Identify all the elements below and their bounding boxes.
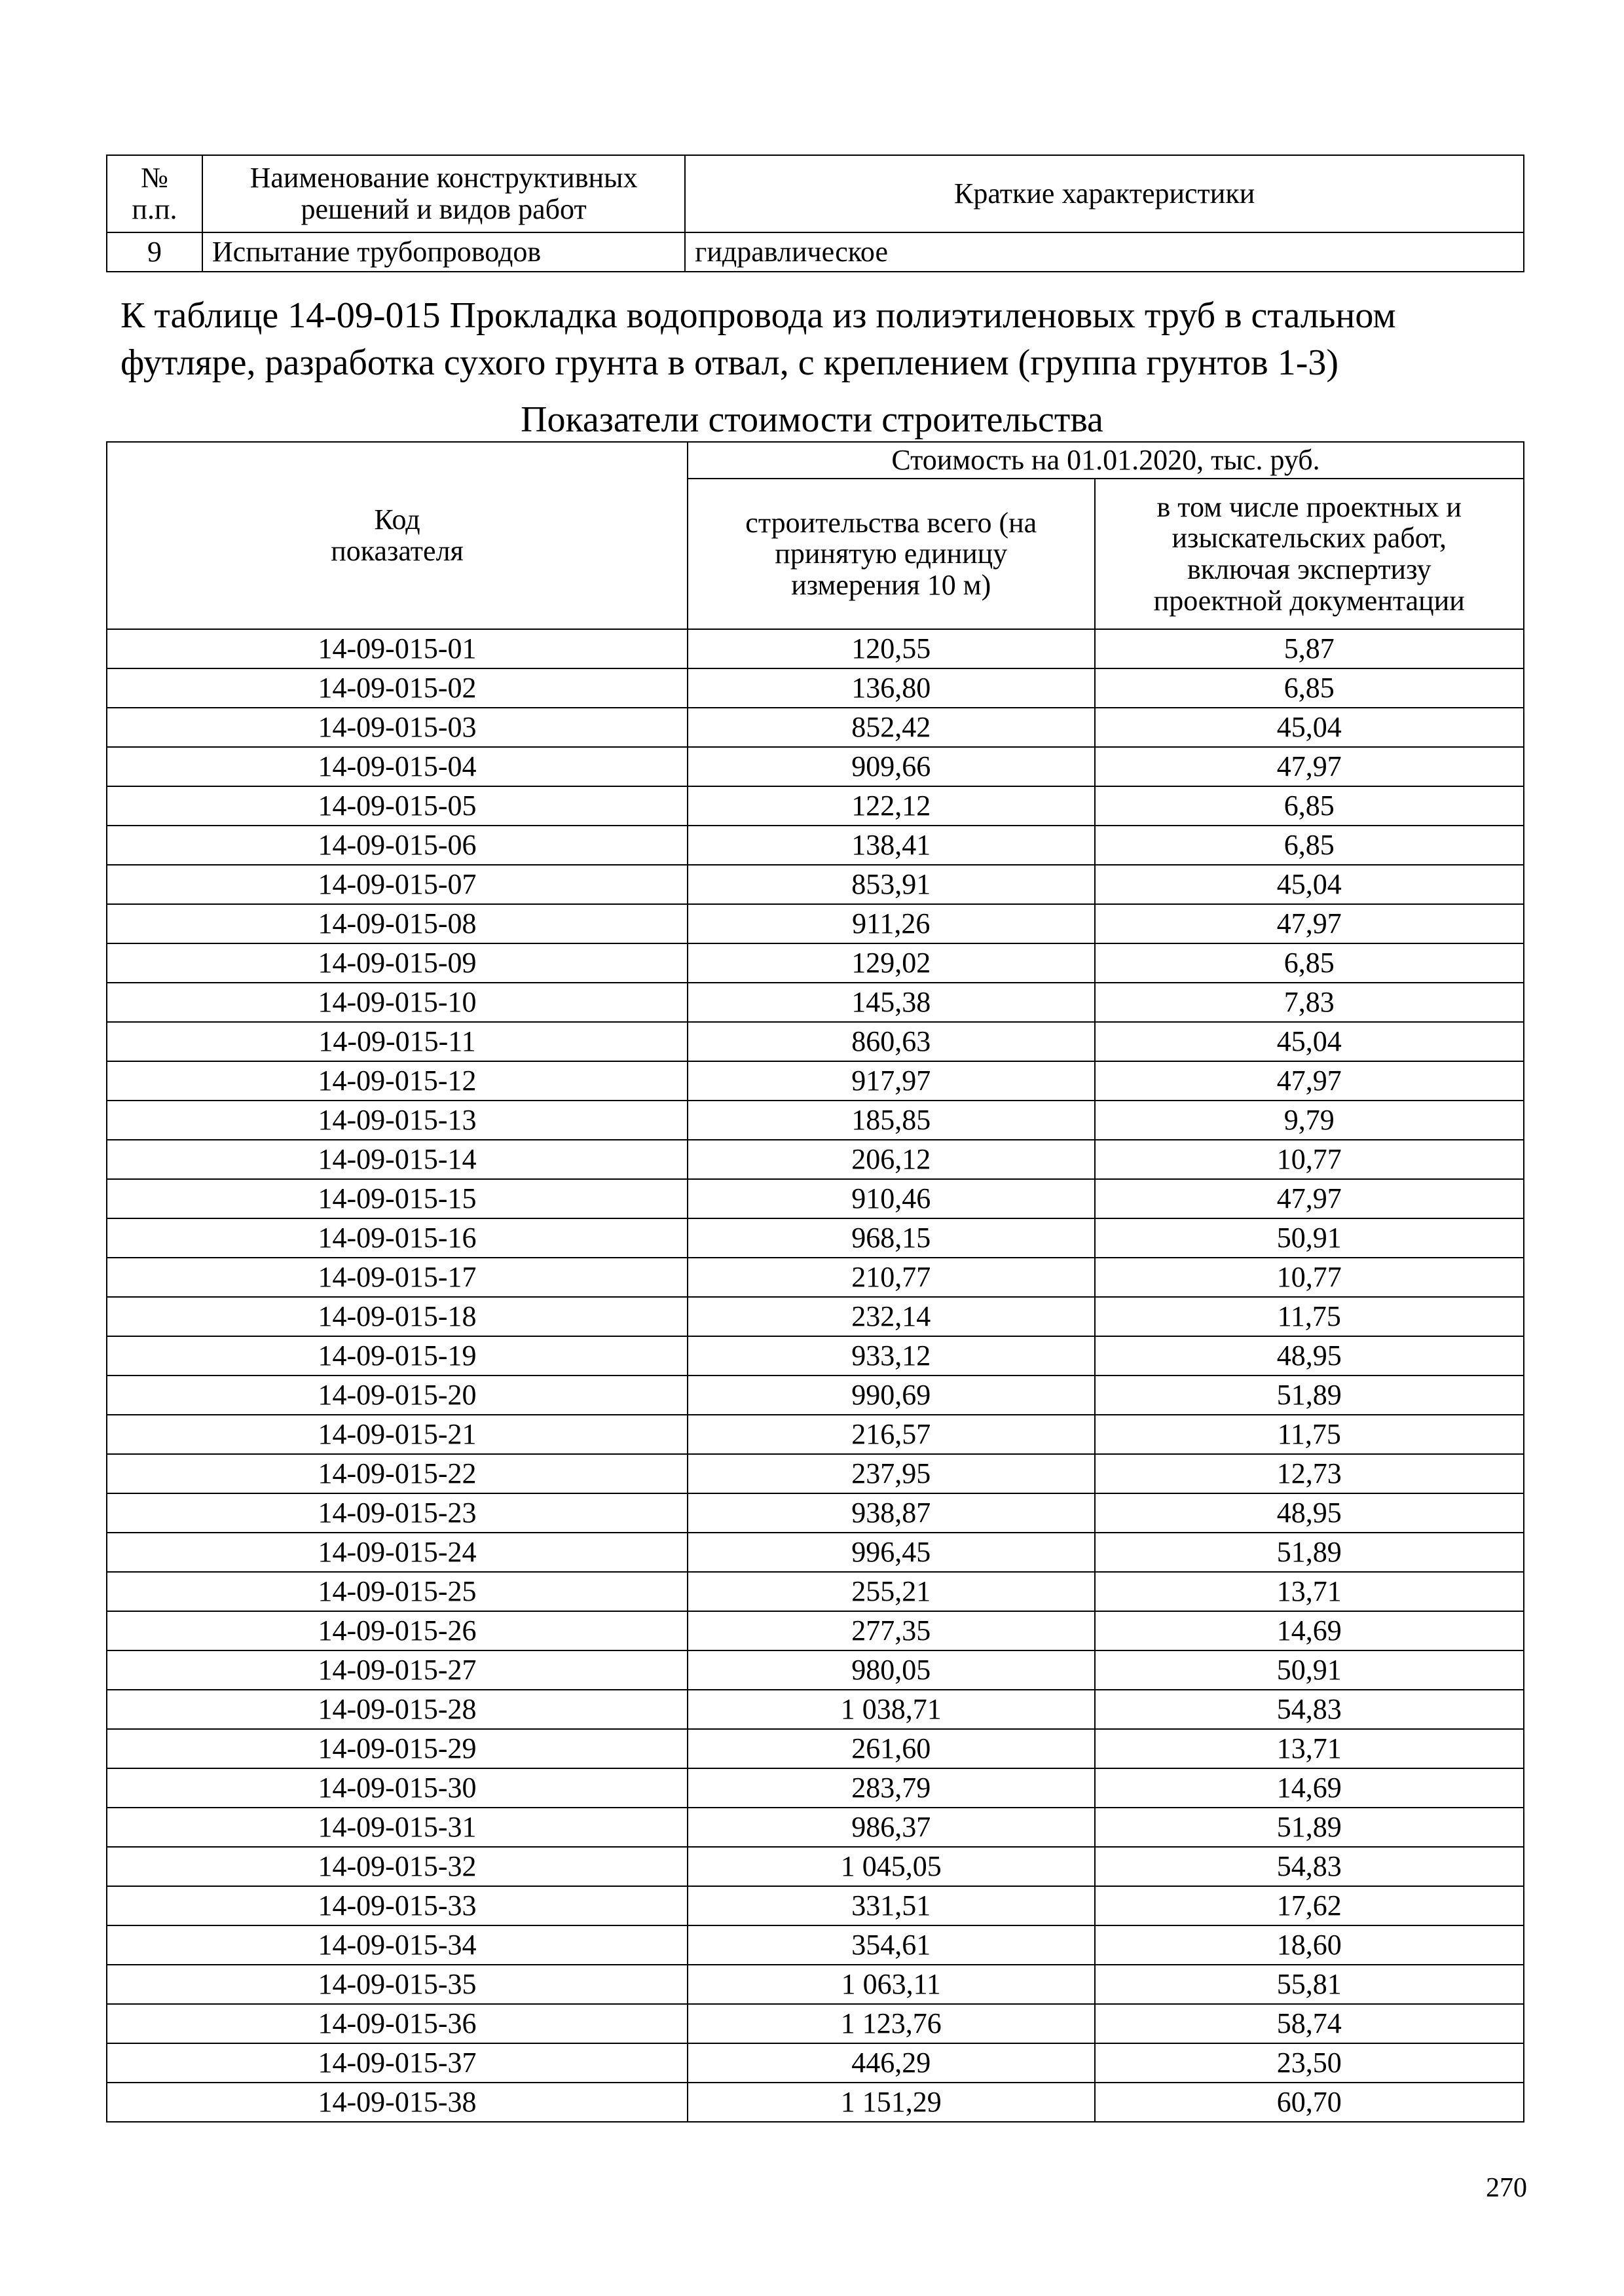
- indicator-code-cell: 14-09-015-14: [107, 1140, 688, 1179]
- total-cost-cell: 283,79: [688, 1768, 1094, 1808]
- total-cost-cell: 354,61: [688, 1925, 1094, 1965]
- total-cost-cell: 136,80: [688, 668, 1094, 708]
- design-cost-cell: 6,85: [1095, 786, 1524, 826]
- cost-header-row-1: [107, 442, 1524, 479]
- design-cost-cell: 54,83: [1095, 1847, 1524, 1886]
- indicator-code-cell: 14-09-015-09: [107, 943, 688, 983]
- design-cost-cell: 45,04: [1095, 1022, 1524, 1061]
- total-cost-cell: 210,77: [688, 1258, 1094, 1297]
- row-number: 9: [107, 232, 202, 272]
- table-row: [107, 1572, 1524, 1611]
- table-row: [107, 826, 1524, 865]
- table-row: [107, 1611, 1524, 1650]
- table-row: [107, 1179, 1524, 1218]
- total-cost-cell: 990,69: [688, 1376, 1094, 1415]
- indicator-code-cell: 14-09-015-01: [107, 629, 688, 668]
- indicator-code-cell: 14-09-015-04: [107, 747, 688, 786]
- table-row: [107, 2043, 1524, 2083]
- total-cost-cell: 138,41: [688, 826, 1094, 865]
- total-cost-cell: 129,02: [688, 943, 1094, 983]
- header-work-name: Наименование конструктивных решений и видов работ: [202, 155, 685, 232]
- characteristics-table: [106, 155, 1524, 272]
- row-characteristics: гидравлическое: [685, 232, 1524, 272]
- table-row: [107, 865, 1524, 904]
- table-row: [107, 1415, 1524, 1454]
- indicator-code-cell: 14-09-015-06: [107, 826, 688, 865]
- table-row: [107, 1258, 1524, 1297]
- total-cost-cell: 980,05: [688, 1650, 1094, 1690]
- table-row: [107, 1886, 1524, 1925]
- indicator-code-cell: 14-09-015-28: [107, 1690, 688, 1729]
- total-cost-cell: 120,55: [688, 629, 1094, 668]
- design-cost-cell: 60,70: [1095, 2083, 1524, 2122]
- characteristics-header-row: [107, 155, 1524, 232]
- total-cost-cell: 255,21: [688, 1572, 1094, 1611]
- total-cost-cell: 277,35: [688, 1611, 1094, 1650]
- design-cost-cell: 18,60: [1095, 1925, 1524, 1965]
- row-work-name: Испытание трубопроводов: [202, 232, 685, 272]
- total-cost-cell: 909,66: [688, 747, 1094, 786]
- indicator-code-cell: 14-09-015-07: [107, 865, 688, 904]
- design-cost-cell: 51,89: [1095, 1376, 1524, 1415]
- table-row: [107, 983, 1524, 1022]
- total-cost-cell: 122,12: [688, 786, 1094, 826]
- indicator-code-cell: 14-09-015-17: [107, 1258, 688, 1297]
- design-cost-cell: 54,83: [1095, 1690, 1524, 1729]
- design-cost-cell: 47,97: [1095, 747, 1524, 786]
- design-cost-cell: 11,75: [1095, 1297, 1524, 1336]
- table-row: [107, 904, 1524, 943]
- total-cost-cell: 1 063,11: [688, 1965, 1094, 2004]
- table-row: [107, 1690, 1524, 1729]
- indicator-code-cell: 14-09-015-25: [107, 1572, 688, 1611]
- table-row: [107, 1847, 1524, 1886]
- indicator-code-cell: 14-09-015-05: [107, 786, 688, 826]
- design-cost-cell: 5,87: [1095, 629, 1524, 668]
- total-cost-cell: 853,91: [688, 865, 1094, 904]
- total-cost-cell: 968,15: [688, 1218, 1094, 1258]
- design-cost-cell: 13,71: [1095, 1729, 1524, 1768]
- indicator-code-cell: 14-09-015-12: [107, 1061, 688, 1101]
- indicator-code-cell: 14-09-015-22: [107, 1454, 688, 1493]
- design-cost-cell: 12,73: [1095, 1454, 1524, 1493]
- total-cost-cell: 331,51: [688, 1886, 1094, 1925]
- table-row: [107, 1493, 1524, 1533]
- total-cost-cell: 145,38: [688, 983, 1094, 1022]
- table-row: [107, 1533, 1524, 1572]
- table-row: [107, 629, 1524, 668]
- indicator-code-cell: 14-09-015-02: [107, 668, 688, 708]
- cost-table-body: [107, 629, 1524, 2122]
- design-cost-cell: 47,97: [1095, 1061, 1524, 1101]
- total-cost-cell: 910,46: [688, 1179, 1094, 1218]
- table-row: [107, 1297, 1524, 1336]
- table-row: [107, 668, 1524, 708]
- total-cost-cell: 1 123,76: [688, 2004, 1094, 2043]
- table-caption: К таблице 14-09-015 Прокладка водопровода из полиэтиленовых труб в стальном футляре, разработка сухого грунта в отвал, с креплением (группа грунтов 1-3): [120, 295, 1396, 383]
- indicator-code-cell: 14-09-015-32: [107, 1847, 688, 1886]
- total-cost-cell: 185,85: [688, 1101, 1094, 1140]
- total-cost-cell: 852,42: [688, 708, 1094, 747]
- total-cost-cell: 206,12: [688, 1140, 1094, 1179]
- indicator-code-cell: 14-09-015-20: [107, 1376, 688, 1415]
- indicator-code-cell: 14-09-015-08: [107, 904, 688, 943]
- total-cost-cell: 232,14: [688, 1297, 1094, 1336]
- design-cost-cell: 14,69: [1095, 1611, 1524, 1650]
- design-cost-cell: 51,89: [1095, 1533, 1524, 1572]
- indicator-code-cell: 14-09-015-15: [107, 1179, 688, 1218]
- design-cost-cell: 10,77: [1095, 1140, 1524, 1179]
- total-cost-cell: 1 045,05: [688, 1847, 1094, 1886]
- page-number: 270: [1486, 2173, 1527, 2203]
- table-row: [107, 1925, 1524, 1965]
- table-row: [107, 1336, 1524, 1376]
- design-cost-cell: 50,91: [1095, 1650, 1524, 1690]
- indicator-code-cell: 14-09-015-19: [107, 1336, 688, 1376]
- table-row: [107, 1376, 1524, 1415]
- total-cost-cell: 446,29: [688, 2043, 1094, 2083]
- cost-table-title: Показатели стоимости строительства: [521, 399, 1103, 440]
- design-cost-cell: 47,97: [1095, 904, 1524, 943]
- table-row: [107, 1022, 1524, 1061]
- design-cost-cell: 9,79: [1095, 1101, 1524, 1140]
- indicator-code-cell: 14-09-015-27: [107, 1650, 688, 1690]
- total-cost-cell: 216,57: [688, 1415, 1094, 1454]
- design-cost-cell: 50,91: [1095, 1218, 1524, 1258]
- indicator-code-cell: 14-09-015-30: [107, 1768, 688, 1808]
- indicator-code-cell: 14-09-015-18: [107, 1297, 688, 1336]
- design-cost-cell: 6,85: [1095, 668, 1524, 708]
- design-cost-cell: 45,04: [1095, 708, 1524, 747]
- table-row: [107, 2083, 1524, 2122]
- design-cost-cell: 51,89: [1095, 1808, 1524, 1847]
- indicator-code-cell: 14-09-015-37: [107, 2043, 688, 2083]
- design-cost-cell: 48,95: [1095, 1336, 1524, 1376]
- total-cost-cell: 261,60: [688, 1729, 1094, 1768]
- total-cost-cell: 237,95: [688, 1454, 1094, 1493]
- indicator-code-cell: 14-09-015-29: [107, 1729, 688, 1768]
- total-cost-cell: 1 038,71: [688, 1690, 1094, 1729]
- indicator-code-cell: 14-09-015-24: [107, 1533, 688, 1572]
- table-row: [107, 708, 1524, 747]
- design-cost-cell: 23,50: [1095, 2043, 1524, 2083]
- indicator-code-cell: 14-09-015-26: [107, 1611, 688, 1650]
- indicator-code-cell: 14-09-015-36: [107, 2004, 688, 2043]
- table-row: [107, 1768, 1524, 1808]
- table-row: [107, 1650, 1524, 1690]
- total-cost-cell: 917,97: [688, 1061, 1094, 1101]
- header-characteristics: Краткие характеристики: [685, 155, 1524, 232]
- table-row: [107, 1965, 1524, 2004]
- table-row: [107, 1061, 1524, 1101]
- table-row: [107, 943, 1524, 983]
- table-row: [107, 1454, 1524, 1493]
- total-cost-cell: 996,45: [688, 1533, 1094, 1572]
- indicator-code-cell: 14-09-015-10: [107, 983, 688, 1022]
- design-cost-cell: 58,74: [1095, 2004, 1524, 2043]
- total-cost-cell: 933,12: [688, 1336, 1094, 1376]
- header-total-cost: строительства всего (на принятую единицу измерения 10 м): [688, 479, 1094, 629]
- design-cost-cell: 6,85: [1095, 826, 1524, 865]
- header-design-cost: в том числе проектных и изыскательских работ, включая экспертизу проектной документации: [1095, 479, 1524, 629]
- design-cost-cell: 14,69: [1095, 1768, 1524, 1808]
- table-row: [107, 786, 1524, 826]
- total-cost-cell: 860,63: [688, 1022, 1094, 1061]
- header-code: Код показателя: [107, 442, 688, 629]
- table-row: [107, 1729, 1524, 1768]
- design-cost-cell: 6,85: [1095, 943, 1524, 983]
- design-cost-cell: 11,75: [1095, 1415, 1524, 1454]
- indicator-code-cell: 14-09-015-33: [107, 1886, 688, 1925]
- indicator-code-cell: 14-09-015-35: [107, 1965, 688, 2004]
- cost-indicators-table: [106, 441, 1524, 2123]
- design-cost-cell: 7,83: [1095, 983, 1524, 1022]
- total-cost-cell: 911,26: [688, 904, 1094, 943]
- indicator-code-cell: 14-09-015-21: [107, 1415, 688, 1454]
- design-cost-cell: 47,97: [1095, 1179, 1524, 1218]
- design-cost-cell: 55,81: [1095, 1965, 1524, 2004]
- total-cost-cell: 986,37: [688, 1808, 1094, 1847]
- design-cost-cell: 45,04: [1095, 865, 1524, 904]
- indicator-code-cell: 14-09-015-38: [107, 2083, 688, 2122]
- total-cost-cell: 1 151,29: [688, 2083, 1094, 2122]
- indicator-code-cell: 14-09-015-16: [107, 1218, 688, 1258]
- design-cost-cell: 17,62: [1095, 1886, 1524, 1925]
- table-row: [107, 1808, 1524, 1847]
- characteristics-row: [107, 232, 1524, 272]
- indicator-code-cell: 14-09-015-23: [107, 1493, 688, 1533]
- header-cost-group: Стоимость на 01.01.2020, тыс. руб.: [688, 442, 1524, 479]
- table-row: [107, 1218, 1524, 1258]
- design-cost-cell: 10,77: [1095, 1258, 1524, 1297]
- table-row: [107, 1101, 1524, 1140]
- indicator-code-cell: 14-09-015-03: [107, 708, 688, 747]
- table-row: [107, 747, 1524, 786]
- indicator-code-cell: 14-09-015-34: [107, 1925, 688, 1965]
- indicator-code-cell: 14-09-015-13: [107, 1101, 688, 1140]
- indicator-code-cell: 14-09-015-11: [107, 1022, 688, 1061]
- design-cost-cell: 48,95: [1095, 1493, 1524, 1533]
- table-row: [107, 2004, 1524, 2043]
- header-number: № п.п.: [107, 155, 202, 232]
- table-row: [107, 1140, 1524, 1179]
- indicator-code-cell: 14-09-015-31: [107, 1808, 688, 1847]
- design-cost-cell: 13,71: [1095, 1572, 1524, 1611]
- total-cost-cell: 938,87: [688, 1493, 1094, 1533]
